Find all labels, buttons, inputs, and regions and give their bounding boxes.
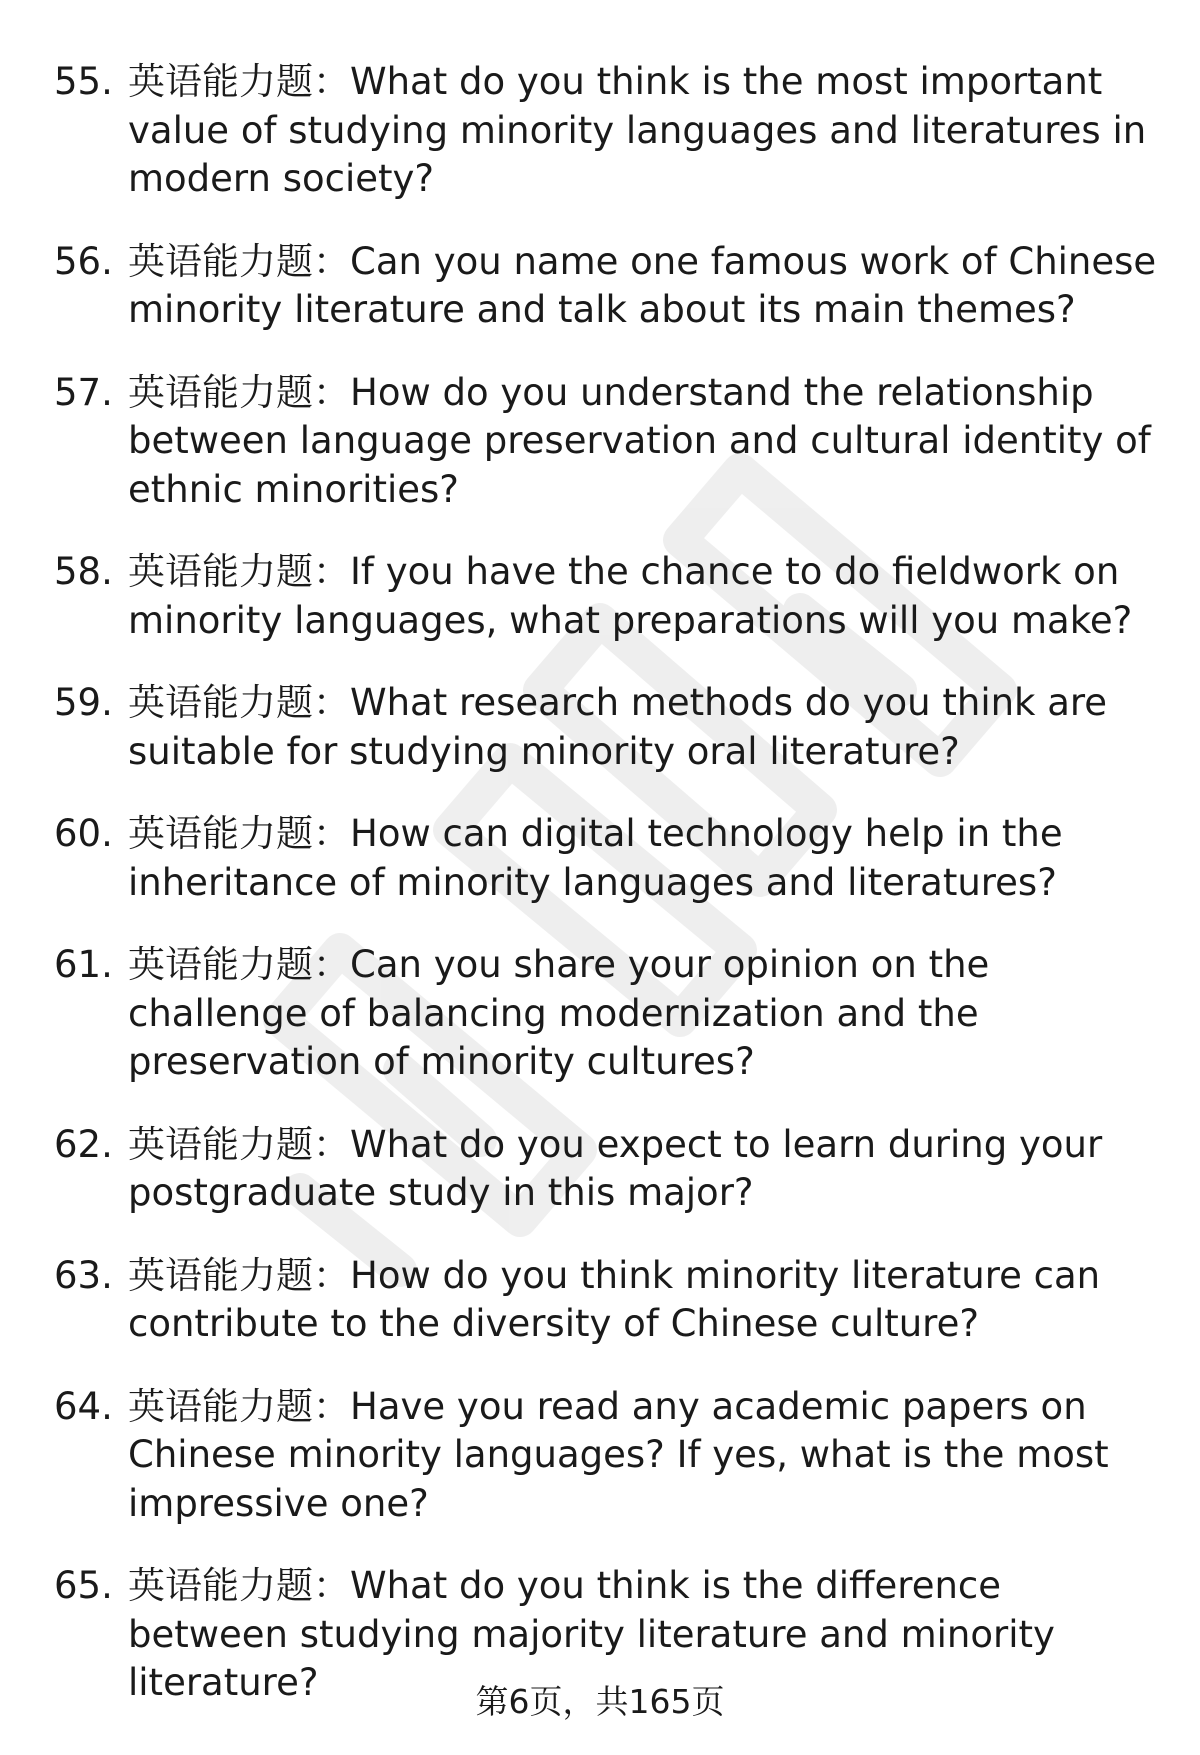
question-item [0,679,1200,776]
question-text: Can you share your opinion on the challenge of balancing modernization and the preservation of minority cultures? [128,943,990,1083]
question-item [0,941,1200,1087]
question-number: 56. [54,239,113,283]
question-category-label: 英语能力题： [128,681,350,724]
question-category-label: 英语能力题： [128,1384,350,1428]
question-text: Can you name one famous work of Chinese minority literature and talk about its main themes? [128,239,1157,331]
question-item [0,548,1200,645]
question-text: What do you think is the most important value of studying minority languages and literatures in modern society? [128,60,1147,200]
question-category-label: 英语能力题： [128,1253,350,1297]
question-number: 62. [54,1122,113,1166]
question-category-label: 英语能力题： [128,1564,350,1607]
question-number: 65. [54,1564,113,1607]
question-category-label: 英语能力题： [128,239,350,283]
question-text: How can digital technology help in the inheritance of minority languages and literatures? [128,812,1063,904]
question-number: 55. [54,60,113,103]
question-category-label: 英语能力题： [128,812,350,855]
question-number: 63. [54,1253,113,1297]
question-text: What do you think is the difference between studying majority literature and minority literature? [128,1564,1055,1704]
question-text: If you have the chance to do fieldwork on minority languages, what preparations will you make? [128,550,1133,642]
question-item [0,1383,1200,1529]
question-number: 59. [54,681,113,724]
question-category-label: 英语能力题： [128,370,350,414]
question-text: How do you understand the relationship between language preservation and cultural identity of ethnic minorities? [128,370,1151,511]
question-text: How do you think minority literature can contribute to the diversity of Chinese culture? [128,1253,1101,1345]
question-item [0,1121,1200,1218]
question-number: 64. [54,1384,113,1428]
question-number: 58. [54,550,113,593]
page-number-footer: 第6页，共165页 [475,1682,725,1721]
question-category-label: 英语能力题： [128,943,350,986]
question-number: 60. [54,812,113,855]
question-item [0,810,1200,907]
question-list [0,58,1200,1742]
question-text: What research methods do you think are suitable for studying minority oral literature? [128,681,1108,773]
question-item [0,58,1200,204]
question-text: Have you read any academic papers on Chinese minority languages? If yes, what is the most impressive one? [128,1384,1109,1525]
question-number: 57. [54,370,113,414]
question-number: 61. [54,943,113,986]
question-item [0,1252,1200,1349]
question-item [0,369,1200,515]
question-category-label: 英语能力题： [128,550,350,593]
question-text: What do you expect to learn during your postgraduate study in this major? [128,1122,1103,1214]
question-category-label: 英语能力题： [128,1122,350,1166]
question-category-label: 英语能力题： [128,60,350,103]
question-item [0,238,1200,335]
